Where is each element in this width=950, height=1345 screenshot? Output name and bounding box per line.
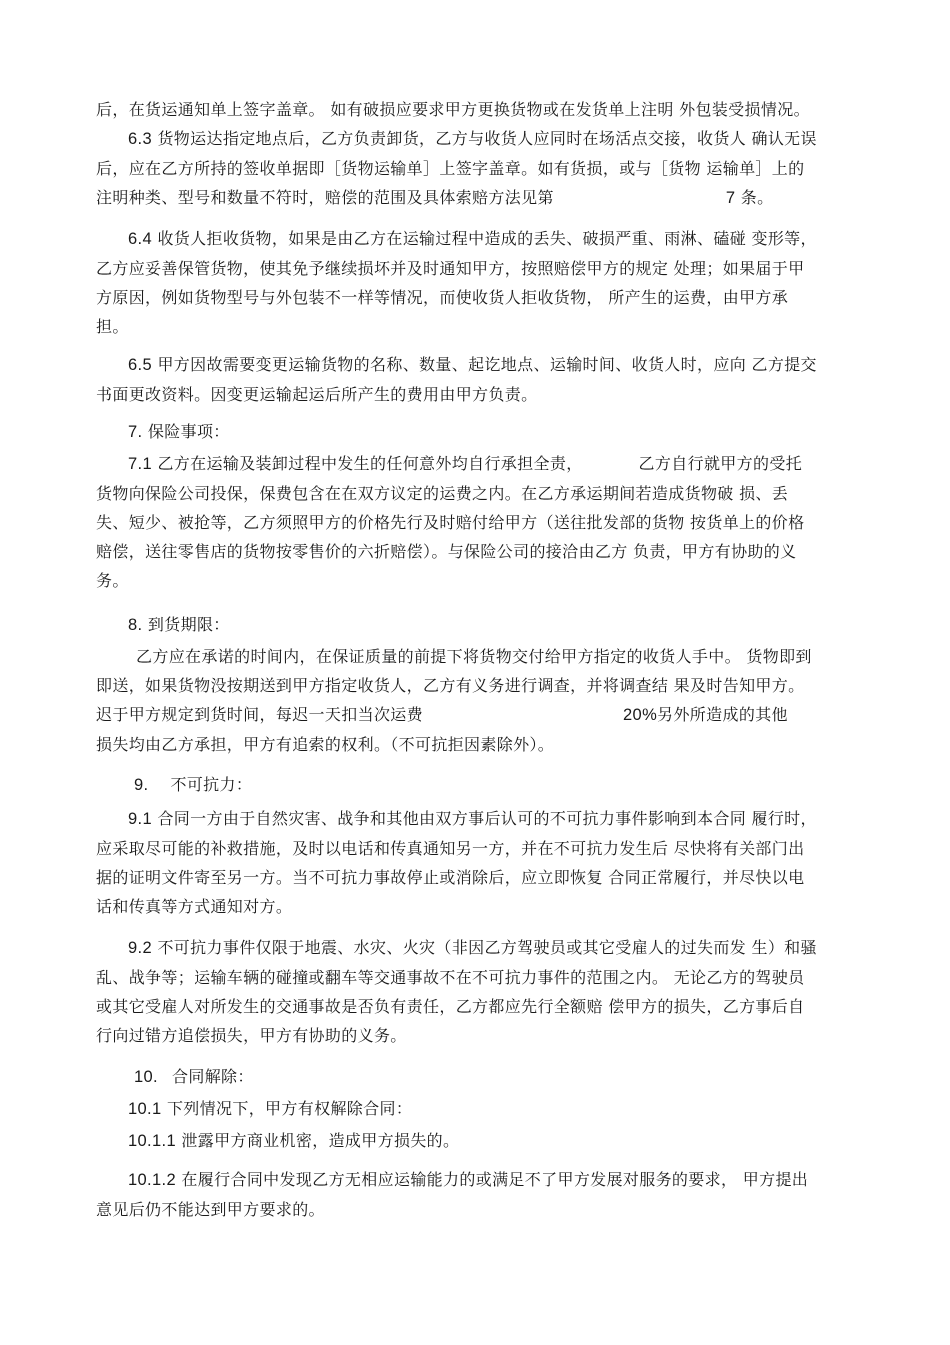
clause-number: 10.1 — [128, 1100, 162, 1118]
section-heading-8 — [96, 610, 852, 640]
text-line: 后，在货运通知单上签字盖章。 如有破损应要求甲方更换货物或在发货单上注明 外包装受损情况。 — [96, 100, 810, 119]
clause-text: 货物运达指定地点后，乙方负责卸货，乙方与收货人应同时在场活点交接，收货人 确认无误 — [157, 129, 817, 148]
text-line — [96, 183, 852, 213]
section-heading-9 — [96, 770, 852, 800]
clause-number: 7.1 — [128, 455, 152, 473]
text-line — [96, 417, 852, 447]
clause-text: 乙方在运输及装卸过程中发生的任何意外均自行承担全责， — [157, 454, 583, 473]
paragraph-10-1-1 — [96, 1126, 852, 1156]
clause-text: 在履行合同中发现乙方无相应运输能力的或满足不了甲方发展对服务的要求， 甲方提出 — [181, 1170, 809, 1189]
text-line — [96, 1165, 852, 1195]
text-line: 乙方应在承诺的时间内，在保证质量的前提下将货物交付给甲方指定的收货人手中。 货物即到 — [136, 647, 812, 666]
text-line: 行向过错方追偿损失，甲方有协助的义务。 — [96, 1026, 407, 1045]
text-line: 损失均由乙方承担，甲方有追索的权利。（不可抗拒因素除外）。 — [96, 735, 555, 754]
paragraph-6-5 — [96, 350, 852, 409]
text-line: 乱、战争等；运输车辆的碰撞或翻车等交通事故不在不可抗力事件的范围之内。 无论乙方的驾驶员 — [96, 968, 805, 987]
paragraph-6-2-continuation — [96, 95, 852, 124]
text-line — [96, 804, 852, 834]
text-line — [96, 350, 852, 380]
clause-text: 条。 — [740, 188, 774, 207]
clause-text: 注明种类、型号和数量不符时，赔偿的范围及具体索赔方法见第 — [96, 188, 554, 207]
clause-text: 收货人拒收货物，如果是由乙方在运输过程中造成的丢失、破损严重、雨淋、磕碰 变形等， — [157, 229, 817, 248]
clause-number: 9.2 — [128, 939, 152, 957]
text-line: 意见后仍不能达到甲方要求的。 — [96, 1200, 325, 1219]
text-line — [96, 700, 852, 730]
section-number: 9. — [134, 776, 149, 794]
text-line: 后，应在乙方所持的签收单据即［货物运输单］上签字盖章。如有货损，或与［货物 运输单］上的 — [96, 159, 805, 178]
section-title: 到货期限： — [147, 615, 230, 634]
paragraph-6-3 — [96, 124, 852, 213]
text-line: 货物向保险公司投保，保费包含在在双方议定的运费之内。在乙方承运期间若造成货物破 损、丢 — [96, 484, 789, 503]
clause-number: 10.1.1 — [128, 1132, 176, 1150]
text-line — [96, 770, 852, 800]
text-line: 务。 — [96, 571, 129, 590]
section-number: 8. — [128, 616, 143, 634]
text-line: 即送，如果货物没按期送到甲方指定收货人，乙方有义务进行调查，并将调查结 果及时告知甲方。 — [96, 676, 805, 695]
paragraph-7-1 — [96, 449, 852, 595]
text-line: 或其它受雇人对所发生的交通事故是否负有责任，乙方都应先行全额赔 偿甲方的损失，乙方事后自 — [96, 997, 805, 1016]
clause-number: 6.3 — [128, 130, 152, 148]
text-line: 担。 — [96, 317, 129, 336]
paragraph-10-1-2 — [96, 1165, 852, 1224]
clause-text: 不可抗力事件仅限于地震、水灾、火灾（非因乙方驾驶员或其它受雇人的过失而发 生）和骚 — [157, 938, 817, 957]
text-line: 据的证明文件寄至另一方。当不可抗力事故停止或消除后，应立即恢复 合同正常履行，并尽快以电 — [96, 868, 805, 887]
paragraph-6-4 — [96, 224, 852, 341]
text-line: 失、短少、被抢等，乙方须照甲方的价格先行及时赔付给甲方（送往批发部的货物 按货单上的价格 — [96, 513, 805, 532]
section-heading-10 — [96, 1062, 852, 1092]
clause-text: 泄露甲方商业机密，造成甲方损失的。 — [181, 1131, 460, 1150]
text-line — [96, 1062, 852, 1092]
clause-text: 另外所造成的其他 — [657, 705, 788, 724]
clause-text: 合同一方由于自然灾害、战争和其他由双方事后认可的不可抗力事件影响到本合同 履行时， — [157, 809, 817, 828]
penalty-rate: 20% — [623, 706, 658, 724]
text-line — [96, 933, 852, 963]
paragraph-9-2 — [96, 933, 852, 1050]
clause-number: 6.4 — [128, 230, 152, 248]
article-reference: 7 — [725, 189, 736, 207]
section-number: 7. — [128, 423, 143, 441]
clause-text: 乙方自行就甲方的受托 — [638, 454, 803, 473]
text-line: 方原因，例如货物型号与外包装不一样等情况，而使收货人拒收货物， 所产生的运费，由甲方承 — [96, 288, 789, 307]
text-line: 赔偿，送往零售店的货物按零售价的六折赔偿）。与保险公司的接洽由乙方 负责，甲方有协助的义 — [96, 542, 797, 561]
text-line — [96, 449, 852, 479]
paragraph-10-1 — [96, 1094, 852, 1124]
clause-number: 9.1 — [128, 810, 152, 828]
section-heading-7 — [96, 417, 852, 447]
text-line: 话和传真等方式通知对方。 — [96, 897, 293, 916]
section-title: 不可抗力： — [170, 775, 253, 794]
clause-number: 6.5 — [128, 356, 152, 374]
clause-text: 下列情况下，甲方有权解除合同： — [166, 1099, 413, 1118]
text-line: 乙方应妥善保管货物，使其免予继续损坏并及时通知甲方，按照赔偿甲方的规定 处理；如果届于甲 — [96, 259, 805, 278]
text-line — [96, 610, 852, 640]
text-line — [96, 124, 852, 154]
paragraph-8 — [96, 642, 852, 759]
text-line: 书面更改资料。因变更运输起运后所产生的费用由甲方负责。 — [96, 385, 538, 404]
text-line — [96, 1126, 852, 1156]
clause-text: 迟于甲方规定到货时间，每迟一天扣当次运费 — [96, 705, 424, 724]
text-line: 应采取尽可能的补救措施，及时以电话和传真通知另一方，并在不可抗力发生后 尽快将有关部门出 — [96, 839, 805, 858]
section-title: 合同解除： — [172, 1067, 254, 1086]
clause-number: 10.1.2 — [128, 1171, 176, 1189]
paragraph-9-1 — [96, 804, 852, 921]
section-number: 10. — [134, 1068, 158, 1086]
clause-text: 甲方因故需要变更运输货物的名称、数量、起讫地点、运输时间、收货人时，应向 乙方提交 — [157, 355, 817, 374]
section-title: 保险事项： — [147, 422, 230, 441]
text-line — [96, 224, 852, 254]
text-line — [96, 1094, 852, 1124]
